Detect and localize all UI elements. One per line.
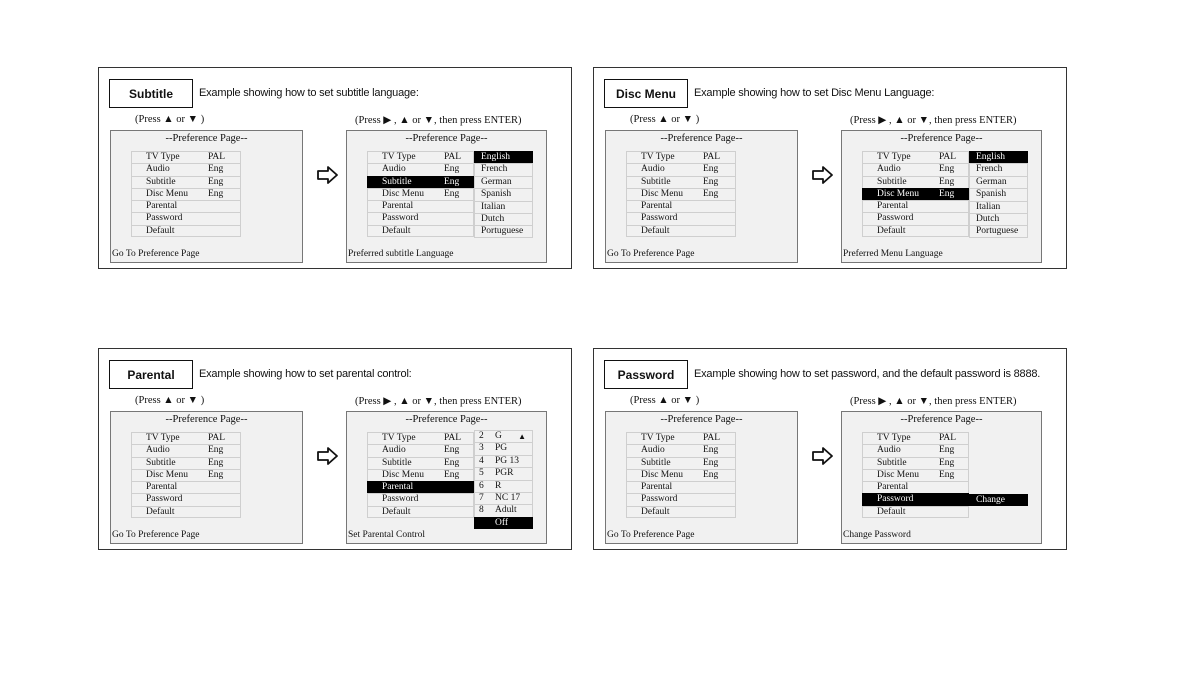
rating-option[interactable]: Off — [474, 517, 533, 529]
menu-item-parental[interactable]: Parental — [626, 200, 736, 212]
change-password-option[interactable]: Change — [969, 494, 1028, 506]
panel-tag: Parental — [109, 360, 193, 389]
preference-menu — [862, 432, 969, 518]
scroll-up-icon: ▲ — [518, 432, 526, 441]
screen-footer: Go To Preference Page — [607, 249, 695, 259]
menu-item-default[interactable]: Default — [626, 225, 736, 237]
left-instruction: (Press ▲ or ▼ ) — [135, 114, 205, 125]
panel-tag: Password — [604, 360, 688, 389]
menu-item-default[interactable]: Default — [131, 506, 241, 518]
language-option[interactable]: English — [969, 151, 1028, 163]
menu-item-tv-type[interactable]: TV Type PAL — [862, 432, 969, 444]
screen-title: --Preference Page-- — [660, 133, 743, 144]
preference-screen-before — [110, 130, 303, 263]
left-instruction: (Press ▲ or ▼ ) — [630, 114, 700, 125]
menu-item-audio[interactable]: Audio Eng — [626, 444, 736, 456]
menu-item-subtitle[interactable]: Subtitle Eng — [367, 176, 474, 188]
screen-title: --Preference Page-- — [660, 414, 743, 425]
menu-item-password[interactable]: Password — [862, 212, 969, 224]
menu-item-default[interactable]: Default — [367, 506, 474, 518]
menu-item-password[interactable]: Password — [131, 493, 241, 505]
menu-item-subtitle[interactable]: Subtitle Eng — [862, 457, 969, 469]
language-option[interactable]: German — [969, 176, 1028, 188]
language-option[interactable]: Spanish — [969, 188, 1028, 200]
rating-option[interactable]: 6 R — [474, 480, 533, 492]
menu-item-parental[interactable]: Parental — [367, 200, 474, 212]
menu-item-audio[interactable]: Audio Eng — [862, 444, 969, 456]
menu-item-parental[interactable]: Parental — [131, 200, 241, 212]
screen-footer: Go To Preference Page — [112, 530, 200, 540]
preference-menu — [626, 151, 736, 237]
right-instruction: (Press ▶ , ▲ or ▼, then press ENTER) — [850, 115, 1017, 126]
menu-item-parental[interactable]: Parental — [367, 481, 474, 493]
right-arrow-icon — [812, 447, 834, 465]
left-instruction: (Press ▲ or ▼ ) — [135, 395, 205, 406]
rating-option[interactable]: 3 PG — [474, 442, 533, 454]
panel-description: Example showing how to set password, and the default password is 8888. — [694, 368, 1041, 380]
screen-title: --Preference Page-- — [405, 414, 488, 425]
menu-item-tv-type[interactable]: TV Type PAL — [626, 151, 736, 163]
menu-item-disc-menu[interactable]: Disc Menu Eng — [626, 469, 736, 481]
menu-item-audio[interactable]: Audio Eng — [862, 163, 969, 175]
menu-item-disc-menu[interactable]: Disc Menu Eng — [862, 469, 969, 481]
menu-item-default[interactable]: Default — [367, 225, 474, 237]
language-option[interactable]: German — [474, 176, 533, 188]
language-submenu — [969, 151, 1028, 238]
menu-item-subtitle[interactable]: Subtitle Eng — [626, 176, 736, 188]
preference-screen-after — [841, 130, 1042, 263]
menu-item-tv-type[interactable]: TV Type PAL — [367, 432, 474, 444]
right-arrow-icon — [812, 166, 834, 184]
rating-option[interactable]: 8 Adult — [474, 504, 533, 516]
screen-footer: Go To Preference Page — [112, 249, 200, 259]
right-instruction: (Press ▶ , ▲ or ▼, then press ENTER) — [355, 396, 522, 407]
screen-title: --Preference Page-- — [900, 414, 983, 425]
menu-item-password[interactable]: Password — [626, 493, 736, 505]
language-option[interactable]: Italian — [474, 201, 533, 213]
menu-item-audio[interactable]: Audio Eng — [131, 444, 241, 456]
preference-menu — [367, 432, 474, 518]
menu-item-audio[interactable]: Audio Eng — [367, 444, 474, 456]
menu-item-tv-type[interactable]: TV Type PAL — [131, 151, 241, 163]
right-instruction: (Press ▶ , ▲ or ▼, then press ENTER) — [355, 115, 522, 126]
menu-item-parental[interactable]: Parental — [862, 200, 969, 212]
panel-description: Example showing how to set subtitle language: — [199, 87, 419, 99]
menu-item-password[interactable]: Password — [131, 212, 241, 224]
screen-footer: Go To Preference Page — [607, 530, 695, 540]
menu-item-parental[interactable]: Parental — [131, 481, 241, 493]
panel-parental — [98, 348, 572, 550]
menu-item-subtitle[interactable]: Subtitle Eng — [367, 457, 474, 469]
rating-option[interactable]: 7 NC 17 — [474, 492, 533, 504]
menu-item-disc-menu[interactable]: Disc Menu Eng — [367, 188, 474, 200]
rating-submenu — [474, 430, 533, 529]
menu-item-tv-type[interactable]: TV Type PAL — [862, 151, 969, 163]
menu-item-default[interactable]: Default — [131, 225, 241, 237]
menu-item-default[interactable]: Default — [626, 506, 736, 518]
screen-title: --Preference Page-- — [900, 133, 983, 144]
menu-item-disc-menu[interactable]: Disc Menu Eng — [626, 188, 736, 200]
menu-item-disc-menu[interactable]: Disc Menu Eng — [862, 188, 969, 200]
menu-item-password[interactable]: Password — [626, 212, 736, 224]
menu-item-tv-type[interactable]: TV Type PAL — [626, 432, 736, 444]
preference-menu — [862, 151, 969, 237]
panel-subtitle — [98, 67, 572, 269]
menu-item-password[interactable]: Password — [862, 493, 969, 505]
right-arrow-icon — [317, 447, 339, 465]
menu-item-subtitle[interactable]: Subtitle Eng — [862, 176, 969, 188]
preference-screen-after — [346, 411, 547, 544]
screen-footer: Preferred Menu Language — [843, 249, 943, 259]
menu-item-disc-menu[interactable]: Disc Menu Eng — [131, 188, 241, 200]
panel-description: Example showing how to set parental control: — [199, 368, 412, 380]
language-option[interactable]: Portuguese — [474, 225, 533, 237]
menu-item-parental[interactable]: Parental — [862, 481, 969, 493]
menu-item-tv-type[interactable]: TV Type PAL — [131, 432, 241, 444]
menu-item-password[interactable]: Password — [367, 493, 474, 505]
preference-screen-before — [605, 130, 798, 263]
menu-item-default[interactable]: Default — [862, 225, 969, 237]
preference-menu — [367, 151, 474, 237]
language-option[interactable]: Dutch — [969, 213, 1028, 225]
menu-item-subtitle[interactable]: Subtitle Eng — [626, 457, 736, 469]
language-option[interactable]: Dutch — [474, 213, 533, 225]
preference-screen-after — [346, 130, 547, 263]
preference-screen-before — [605, 411, 798, 544]
menu-item-tv-type[interactable]: TV Type PAL — [367, 151, 474, 163]
panel-description: Example showing how to set Disc Menu Language: — [694, 87, 935, 99]
screen-footer: Set Parental Control — [348, 530, 426, 540]
screen-title: --Preference Page-- — [165, 133, 248, 144]
menu-item-audio[interactable]: Audio Eng — [626, 163, 736, 175]
panel-password — [593, 348, 1067, 550]
preference-screen-before — [110, 411, 303, 544]
preference-menu — [131, 151, 241, 237]
rating-option[interactable]: 5 PGR — [474, 467, 533, 479]
preference-screen-after — [841, 411, 1042, 544]
menu-item-audio[interactable]: Audio Eng — [367, 163, 474, 175]
language-option[interactable]: Portuguese — [969, 225, 1028, 237]
menu-item-disc-menu[interactable]: Disc Menu Eng — [367, 469, 474, 481]
language-option[interactable]: Italian — [969, 201, 1028, 213]
language-submenu — [474, 151, 533, 238]
menu-item-default[interactable]: Default — [862, 506, 969, 518]
language-option[interactable]: French — [474, 163, 533, 175]
menu-item-parental[interactable]: Parental — [626, 481, 736, 493]
right-arrow-icon — [317, 166, 339, 184]
panel-disc-menu — [593, 67, 1067, 269]
screen-title: --Preference Page-- — [405, 133, 488, 144]
preference-menu — [626, 432, 736, 518]
language-option[interactable]: English — [474, 151, 533, 163]
screen-title: --Preference Page-- — [165, 414, 248, 425]
password-submenu — [969, 494, 1028, 506]
menu-item-subtitle[interactable]: Subtitle Eng — [131, 176, 241, 188]
language-option[interactable]: Spanish — [474, 188, 533, 200]
screen-footer: Preferred subtitle Language — [348, 249, 454, 259]
language-option[interactable]: French — [969, 163, 1028, 175]
screen-footer: Change Password — [843, 530, 911, 540]
preference-menu — [131, 432, 241, 518]
menu-item-disc-menu[interactable]: Disc Menu Eng — [131, 469, 241, 481]
menu-item-password[interactable]: Password — [367, 212, 474, 224]
right-instruction: (Press ▶ , ▲ or ▼, then press ENTER) — [850, 396, 1017, 407]
menu-item-audio[interactable]: Audio Eng — [131, 163, 241, 175]
rating-option[interactable]: 4 PG 13 — [474, 455, 533, 467]
panel-tag: Disc Menu — [604, 79, 688, 108]
panel-tag: Subtitle — [109, 79, 193, 108]
rating-option[interactable]: 2 G ▲ — [474, 430, 533, 442]
left-instruction: (Press ▲ or ▼ ) — [630, 395, 700, 406]
menu-item-subtitle[interactable]: Subtitle Eng — [131, 457, 241, 469]
